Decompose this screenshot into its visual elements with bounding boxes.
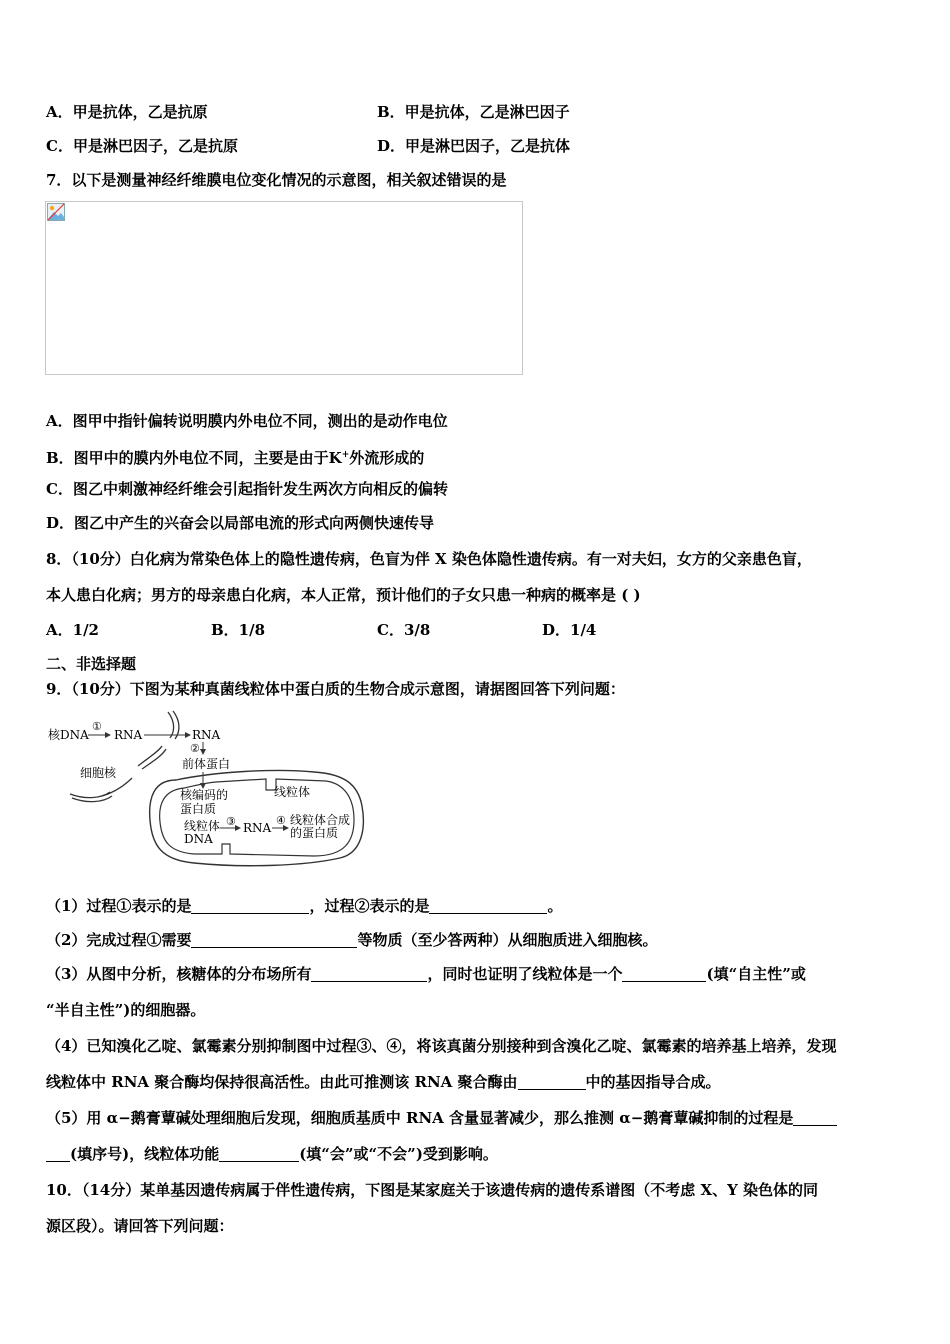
label-nuclear-coded-1: 核编码的 — [180, 788, 229, 802]
q9-blank-7b[interactable] — [46, 1145, 70, 1162]
q10-stem-line2: 源区段）。请回答下列问题： — [46, 1217, 234, 1235]
section-heading: 二、非选择题 — [46, 655, 137, 673]
q9-part1-b: ，过程②表示的是 — [309, 897, 430, 915]
label-rna-2: RNA — [192, 728, 221, 742]
label-step3: ③ — [226, 815, 236, 828]
label-precursor-protein: 前体蛋白 — [182, 757, 231, 771]
label-mito-protein-2: 的蛋白质 — [290, 826, 339, 840]
q9-part5-b: (填序号)，线粒体功能 — [70, 1145, 220, 1163]
q6-option-a: A．甲是抗体，乙是抗原 — [46, 103, 208, 121]
q9-part1-c: 。 — [547, 897, 563, 915]
label-step4: ④ — [276, 814, 286, 827]
q10-stem-line1: 10．（14分）某单基因遗传病属于伴性遗传病，下图是某家庭关于该遗传病的遗传系谱图（不考虑 X、Y 染色体的同 — [46, 1181, 819, 1199]
label-rna-1: RNA — [114, 728, 143, 742]
q7-option-c: C．图乙中刺激神经纤维会引起指针发生两次方向相反的偏转 — [46, 480, 448, 498]
q9-part3 — [46, 964, 806, 984]
q9-part5-c: (填“会”或“不会”)受到影响。 — [299, 1145, 498, 1163]
q9-part3-c: (填“自主性”或 — [706, 965, 806, 983]
q9-part5-line1 — [46, 1108, 837, 1128]
nuclear-envelope-upper — [168, 712, 174, 738]
q9-blank-5[interactable] — [622, 965, 706, 982]
q8-option-c: C．3/8 — [377, 621, 431, 639]
q9-blank-8[interactable] — [219, 1145, 299, 1162]
q7-figure-placeholder — [45, 201, 523, 375]
q9-blank-7a[interactable] — [793, 1109, 837, 1126]
q9-blank-6[interactable] — [518, 1073, 586, 1090]
label-mitochondrion: 线粒体 — [274, 785, 311, 799]
label-mito-protein-1: 线粒体合成 — [290, 813, 351, 827]
label-step1: ① — [92, 720, 102, 733]
q9-blank-4[interactable] — [311, 965, 427, 982]
label-nuclear-dna: 核DNA — [48, 728, 89, 742]
mitochondria-protein-synthesis-diagram — [44, 708, 374, 873]
label-nucleus: 细胞核 — [80, 766, 117, 780]
q7-option-d: D．图乙中产生的兴奋会以局部电流的形式向两侧快速传导 — [46, 514, 435, 532]
q9-part3-b: ，同时也证明了线粒体是一个 — [427, 965, 623, 983]
q9-blank-1[interactable] — [191, 897, 309, 914]
q7-option-b — [46, 445, 424, 468]
nuclear-envelope-mid-inner — [142, 749, 166, 769]
q7-option-b-text: B．图甲中的膜内外电位不同，主要是由于K — [46, 449, 342, 467]
q9-part2 — [46, 930, 657, 950]
nuclear-envelope-right — [102, 778, 132, 796]
q9-stem: 9．（10分）下图为某种真菌线粒体中蛋白质的生物合成示意图，请据图回答下列问题： — [46, 680, 625, 698]
q6-option-d: D．甲是淋巴因子，乙是抗体 — [377, 137, 571, 155]
q8-stem-line2: 本人患白化病；男方的母亲患白化病，本人正常，预计他们的子女只患一种病的概率是 ( ) — [46, 586, 641, 604]
label-nuclear-coded-2: 蛋白质 — [180, 802, 217, 816]
q9-blank-3[interactable] — [191, 931, 357, 948]
q9-part2-a: （2）完成过程①需要 — [46, 931, 192, 949]
q9-part1 — [46, 896, 562, 916]
q6-option-c: C．甲是淋巴因子，乙是抗原 — [46, 137, 238, 155]
label-rna-3: RNA — [243, 821, 272, 835]
q8-option-d: D．1/4 — [542, 621, 597, 639]
q9-part3-cont: “半自主性”)的细胞器。 — [46, 1001, 206, 1019]
q9-part1-a: （1）过程①表示的是 — [46, 897, 192, 915]
q7-option-b-tail: 外流形成的 — [349, 449, 425, 467]
q9-part2-b: 等物质（至少答两种）从细胞质进入细胞核。 — [357, 931, 658, 949]
q7-option-a: A．图甲中指针偏转说明膜内外电位不同，测出的是动作电位 — [46, 412, 448, 430]
q9-blank-2[interactable] — [429, 897, 547, 914]
q7-option-b-superscript: + — [341, 450, 350, 460]
broken-image-icon — [47, 203, 65, 221]
q6-option-b: B．甲是抗体，乙是淋巴因子 — [377, 103, 570, 121]
q9-part3-a: （3）从图中分析，核糖体的分布场所有 — [46, 965, 312, 983]
q8-option-a: A．1/2 — [46, 621, 99, 639]
q9-part4-b: 线粒体中 RNA 聚合酶均保持很高活性。由此可推测该 RNA 聚合酶由 — [46, 1073, 518, 1091]
label-mito-dna-1: 线粒体 — [184, 819, 221, 833]
q9-part4-c: 中的基因指导合成。 — [585, 1073, 721, 1091]
q7-stem: 7．以下是测量神经纤维膜电位变化情况的示意图，相关叙述错误的是 — [46, 171, 507, 189]
q9-part4-line2 — [46, 1072, 721, 1092]
q9-part4-line1: （4）已知溴化乙啶、氯霉素分别抑制图中过程③、④，将该真菌分别接种到含溴化乙啶、氯霉素的培养基上培养，发现 — [46, 1037, 837, 1055]
q8-option-b: B．1/8 — [211, 621, 266, 639]
label-step2: ② — [190, 742, 200, 755]
label-mito-dna-2: DNA — [184, 832, 213, 846]
q9-part5-line2 — [46, 1144, 498, 1164]
q9-part5-a: （5）用 α−鹅膏蕈碱处理细胞后发现，细胞质基质中 RNA 含量显著减少，那么推测 α−鹅膏蕈碱抑制的过程是 — [46, 1109, 794, 1127]
q8-stem-line1: 8．（10分）白化病为常染色体上的隐性遗传病，色盲为伴 X 染色体隐性遗传病。有一对夫妇，女方的父亲患色盲， — [46, 550, 812, 568]
